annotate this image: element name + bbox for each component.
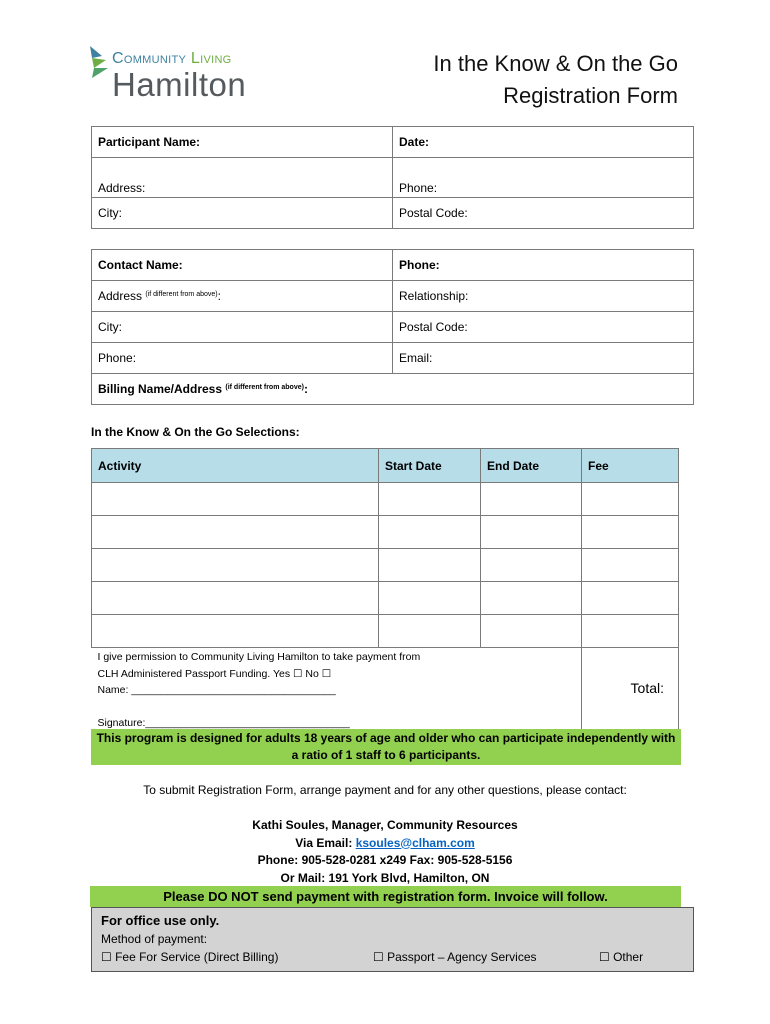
address-field[interactable]: Address: — [92, 158, 393, 198]
end-date-cell[interactable] — [481, 483, 582, 516]
total-label: Total: — [630, 680, 664, 696]
end-date-header: End Date — [481, 449, 582, 483]
selections-table — [91, 448, 679, 732]
postal-code-field[interactable]: Postal Code: — [393, 198, 694, 229]
community-living-hamilton-logo — [88, 44, 288, 106]
activity-cell[interactable] — [92, 615, 379, 648]
logo-line-1: Community Living — [112, 50, 232, 67]
end-date-cell[interactable] — [481, 549, 582, 582]
passport-agency-checkbox[interactable]: ☐ Passport – Agency Services — [373, 950, 537, 964]
fee-cell[interactable] — [582, 615, 679, 648]
contact-name-field[interactable]: Contact Name: — [92, 250, 393, 281]
signature-line[interactable]: Signature:___________________________________ — [97, 716, 350, 729]
fee-header: Fee — [582, 449, 679, 483]
contact-city-field[interactable]: City: — [92, 312, 393, 343]
start-date-cell[interactable] — [379, 516, 481, 549]
end-date-cell[interactable] — [481, 516, 582, 549]
office-use-box — [91, 907, 694, 972]
date-field[interactable]: Date: — [393, 127, 694, 158]
contact-block: Kathi Soules, Manager, Community Resources Via Email: ksoules@clham.com Phone: 905-528-0281 x249 Fax: 905-528-5156 Or Mail: 191 York Blvd, Hamilton, ON — [252, 818, 518, 885]
fee-cell[interactable] — [582, 516, 679, 549]
contact-address-field[interactable]: Address $^{(if different from above)}$: — [92, 281, 393, 312]
activity-cell[interactable] — [92, 516, 379, 549]
other-checkbox[interactable]: ☐ Other — [599, 950, 644, 964]
billing-address-field[interactable]: Billing Name/Address $^{(if different from above)}$: — [92, 374, 694, 405]
phone-field[interactable]: Phone: — [393, 158, 694, 198]
end-date-cell[interactable] — [481, 582, 582, 615]
table-row — [92, 516, 679, 549]
payment-notice: Please DO NOT send payment with registration form. Invoice will follow. — [90, 886, 681, 907]
start-date-cell[interactable] — [379, 582, 481, 615]
relationship-field[interactable]: Relationship: — [393, 281, 694, 312]
contact-phone-2-field[interactable]: Phone: — [92, 343, 393, 374]
participant-info-table — [91, 126, 694, 229]
activity-cell[interactable] — [92, 549, 379, 582]
activity-cell[interactable] — [92, 483, 379, 516]
start-date-cell[interactable] — [379, 483, 481, 516]
submit-instructions: To submit Registration Form, arrange payment and for any other questions, please contact: — [143, 783, 627, 797]
selections-heading: In the Know & On the Go Selections: — [91, 425, 300, 439]
fee-cell[interactable] — [582, 582, 679, 615]
office-use-title: For office use only. — [101, 913, 220, 928]
participant-name-field[interactable]: Participant Name: — [92, 127, 393, 158]
table-row — [92, 582, 679, 615]
program-notice: This program is designed for adults 18 years of age and older who can participate independently with a ratio of 1 staff to 6 participants. — [91, 729, 681, 765]
email-link[interactable]: ksoules@clham.com — [355, 835, 475, 850]
method-of-payment-label: Method of payment: — [101, 932, 208, 946]
activity-cell[interactable] — [92, 582, 379, 615]
table-row — [92, 549, 679, 582]
permission-row — [92, 648, 679, 732]
city-field[interactable]: City: — [92, 198, 393, 229]
start-date-cell[interactable] — [379, 615, 481, 648]
end-date-cell[interactable] — [481, 615, 582, 648]
contact-phone-field[interactable]: Phone: — [393, 250, 694, 281]
fee-cell[interactable] — [582, 549, 679, 582]
name-line[interactable]: Name: ___________________________________ — [97, 684, 336, 696]
permission-cell: I give permission to Community Living Hamilton to take payment from CLH Administered Passport Funding. Yes ☐ No ☐ Name: ___________________________________ Signature:___________________________________ — [92, 648, 582, 732]
contact-info-table — [91, 249, 694, 405]
logo-mark-icon — [88, 46, 110, 80]
form-title: In the Know & On the Go Registration Form — [433, 51, 678, 108]
email-field[interactable]: Email: — [393, 343, 694, 374]
activity-header: Activity — [92, 449, 379, 483]
start-date-header: Start Date — [379, 449, 481, 483]
logo-line-2: Hamilton — [112, 66, 247, 103]
table-row — [92, 483, 679, 516]
contact-postal-code-field[interactable]: Postal Code: — [393, 312, 694, 343]
fee-for-service-checkbox[interactable]: ☐ Fee For Service (Direct Billing) — [101, 950, 279, 964]
start-date-cell[interactable] — [379, 549, 481, 582]
table-header-row — [92, 449, 679, 483]
fee-cell[interactable] — [582, 483, 679, 516]
passport-funding-consent[interactable]: CLH Administered Passport Funding. Yes ☐ No ☐ — [97, 667, 332, 680]
table-row — [92, 615, 679, 648]
